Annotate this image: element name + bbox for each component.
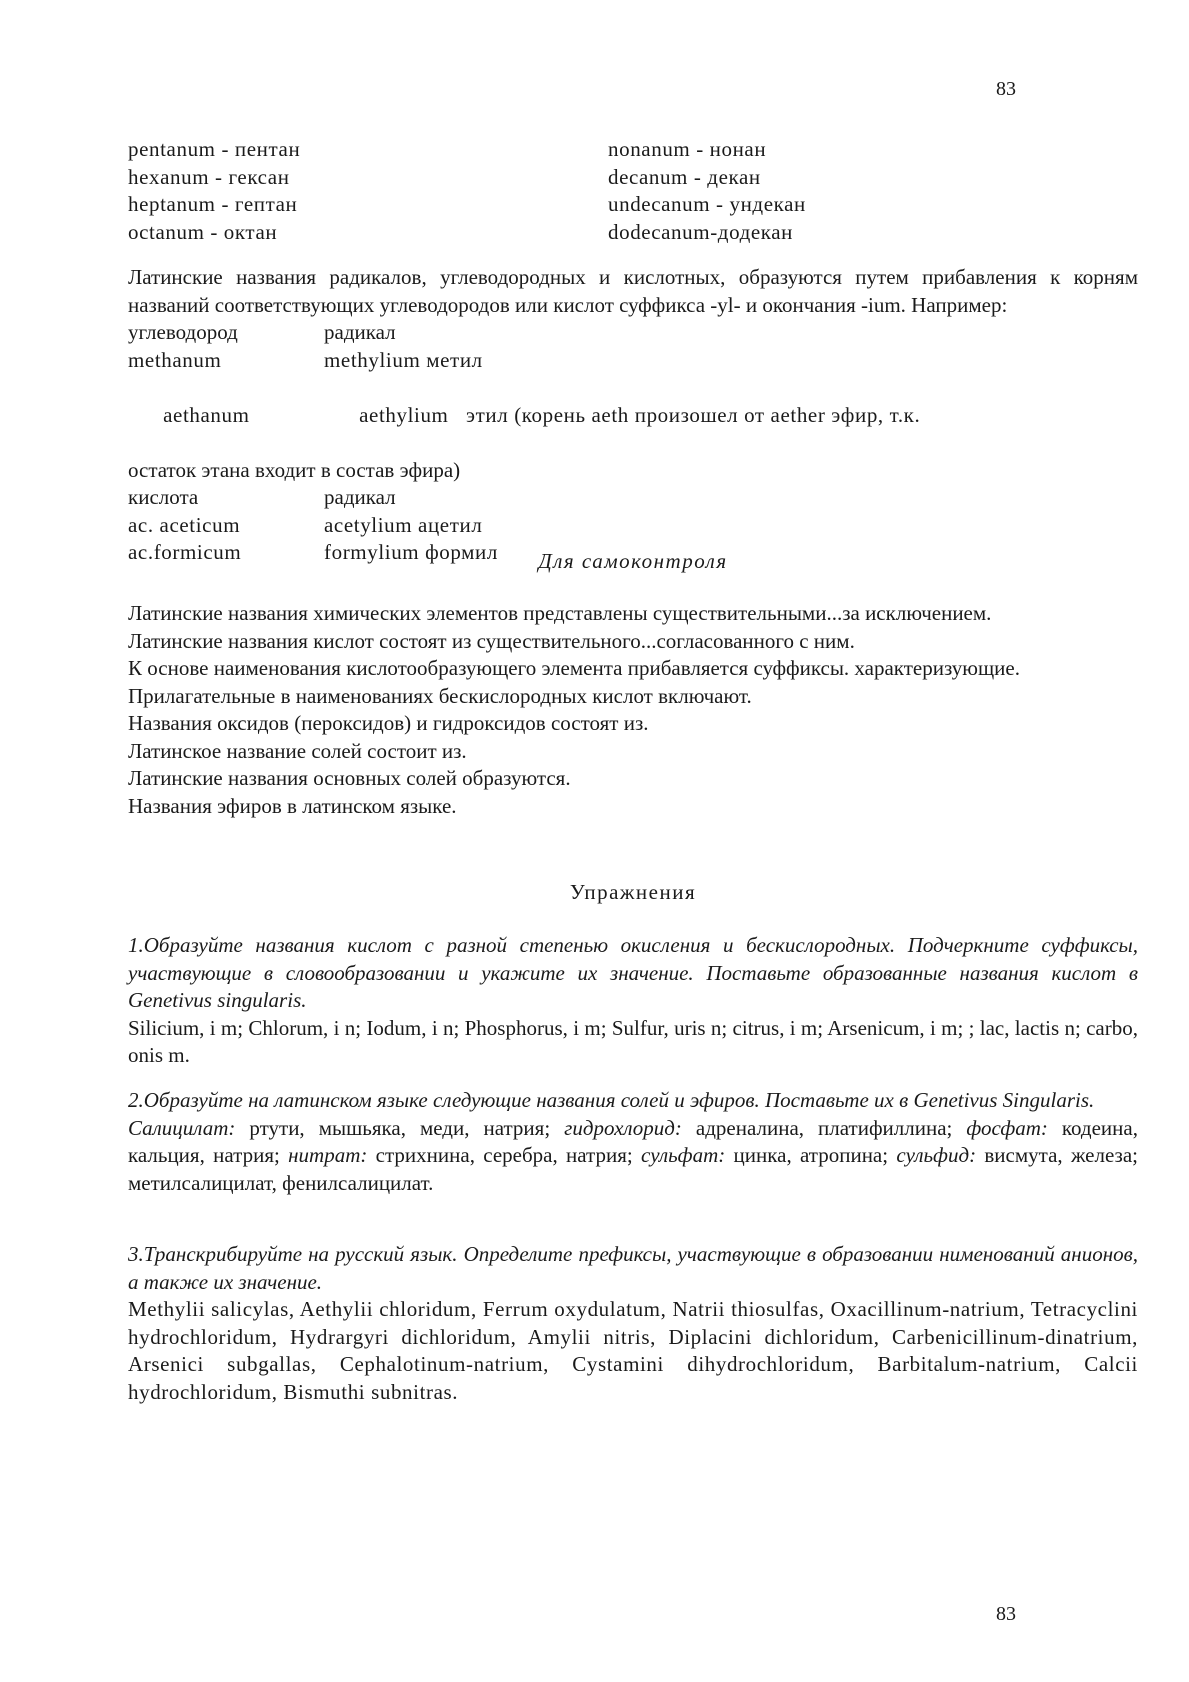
alkane-left: octanum - октан — [128, 219, 278, 244]
exercises-title: Упражнения — [569, 880, 697, 904]
exercise-2-text: адреналина, платифиллина; — [681, 1115, 967, 1140]
self-control-item: Прилагательные в наименованиях бескислородных кислот включают. — [128, 683, 752, 708]
self-control-item: Латинские названия кислот состоят из существительного...согласованного с ним. — [128, 628, 855, 653]
radical-row — [128, 347, 1138, 375]
exercise-2-label: сульфат: — [641, 1143, 726, 1167]
radical-row — [128, 374, 1138, 457]
alkane-left: heptanum - гептан — [128, 192, 298, 216]
page-number-bottom: 83 — [996, 1603, 1016, 1625]
radical-continuation: остаток этана входит в состав эфира) — [128, 457, 461, 482]
radical-row — [128, 512, 1138, 540]
exercise-3-task: 3.Транскрибируйте на русский язык. Определите префиксы, участвующие в образовании нименований анионов, а также их значение. — [128, 1242, 1138, 1294]
alkane-right: decanum - декан — [608, 164, 761, 189]
self-control-item: Латинские названия основных солей образуются. — [128, 766, 571, 790]
alkane-row — [128, 219, 1138, 247]
alkane-left: pentanum - пентан — [128, 137, 301, 161]
self-control-item: К основе наименования кислотообразующего элемента прибавляется суффиксы. характеризующие. — [128, 656, 1020, 680]
exercise-2-label: фосфат: — [966, 1115, 1048, 1140]
exercise-2-text: стрихнина, серебра, натрия; — [367, 1143, 642, 1167]
radical-name: радикал — [324, 320, 396, 344]
alkane-list — [128, 136, 1138, 246]
self-control-item: Названия оксидов (пероксидов) и гидроксидов состоят из. — [128, 711, 649, 735]
exercise-2-text: висмута, железа; метилсалицилат, фенилсалицилат. — [128, 1143, 1139, 1195]
self-control-item: Названия эфиров в латинском языке. — [128, 793, 457, 818]
self-control-title: Для самоконтроля — [538, 549, 728, 573]
exercise-2-text: кодеина, кальция, натрия; — [128, 1115, 1138, 1167]
exercise-2-label: сульфид: — [896, 1143, 977, 1167]
alkane-row — [128, 191, 1138, 219]
exercise-2-label: Салицилат: — [128, 1115, 236, 1140]
alkane-right: dodecanum-додекан — [608, 219, 794, 244]
radicals-section — [128, 264, 1138, 567]
exercise-1-task: 1.Образуйте названия кислот с разной степенью окисления и бескислородных. Подчеркните суффиксы, участвующие в словообразовании и укажите их значение. Поставьте образованные названия кислот в Genetivus singularis. — [128, 933, 1138, 1012]
alkane-right: nonanum - нонан — [608, 137, 767, 161]
exercise-2 — [128, 1087, 1138, 1197]
exercise-2-label: гидрохлорид: — [564, 1115, 682, 1140]
exercise-2-label: нитрат: — [288, 1143, 368, 1167]
exercise-2-task: 2.Образуйте на латинском языке следующие названия солей и эфиров. Поставьте их в Genetivus Singularis. — [128, 1088, 1095, 1112]
radical-source: ac.formicum — [128, 540, 242, 564]
alkane-row — [128, 164, 1138, 192]
radical-row — [128, 319, 1138, 347]
alkane-row — [128, 136, 1138, 164]
radical-name: aethylium этил (корень aeth произошел от aether эфир, т.к. — [359, 402, 921, 427]
alkane-left: hexanum - гексан — [128, 164, 290, 189]
exercise-2-text: ртути, мышьяка, меди, натрия; — [235, 1115, 565, 1140]
exercise-1-body: Silicium, i m; Chlorum, i n; Iodum, i n; Phosphorus, i m; Sulfur, uris n; citrus, i m; Arsenicum, i m; ; lac, lactis n; carbo, onis m. — [128, 1015, 1138, 1067]
radical-source: кислота — [128, 485, 199, 509]
radical-source: углеводород — [128, 320, 238, 344]
exercise-2-text: цинка, атропина; — [725, 1143, 897, 1167]
radical-source: aethanum — [163, 402, 250, 427]
exercise-3-body: Methylii salicylas, Aethylii chloridum, Ferrum oxydulatum, Natrii thiosulfas, Oxacillinum-natrium, Tetracyclini hydrochloridum, Hydrargyri dichloridum, Amylii nitris, Diplacini dichloridum, Carbenicillinum-dinatrium, Arsenici subgallas, Cephalotinum-natrium, Cystamini dihydrochloridum, Barbitalum-natrium, Calcii hydrochloridum, Bismuthi subnitras. — [128, 1297, 1138, 1404]
alkane-right: undecanum - ундекан — [608, 192, 806, 216]
page-number-top: 83 — [996, 78, 1016, 100]
exercise-1 — [128, 932, 1138, 1070]
radicals-intro: Латинские названия радикалов, углеводородных и кислотных, образуются путем прибавления к корням названий соответствующих углеводородов или кислот суффикса -yl- и окончания -ium. Например: — [128, 265, 1138, 317]
radical-name: acetylium ацетил — [324, 512, 483, 537]
radical-source: methanum — [128, 347, 222, 372]
exercise-2-body — [128, 1115, 1138, 1198]
radical-name: formylium формил — [324, 540, 498, 564]
radical-source: ac. aceticum — [128, 512, 241, 537]
self-control-item: Латинские названия химических элементов представлены существительными...за исключением. — [128, 601, 992, 625]
self-control-item: Латинское название солей состоит из. — [128, 738, 467, 763]
radical-row — [128, 484, 1138, 512]
radical-name: methylium метил — [324, 347, 483, 372]
self-control-list — [128, 600, 1138, 820]
radical-name: радикал — [324, 485, 396, 509]
exercise-3 — [128, 1241, 1138, 1406]
